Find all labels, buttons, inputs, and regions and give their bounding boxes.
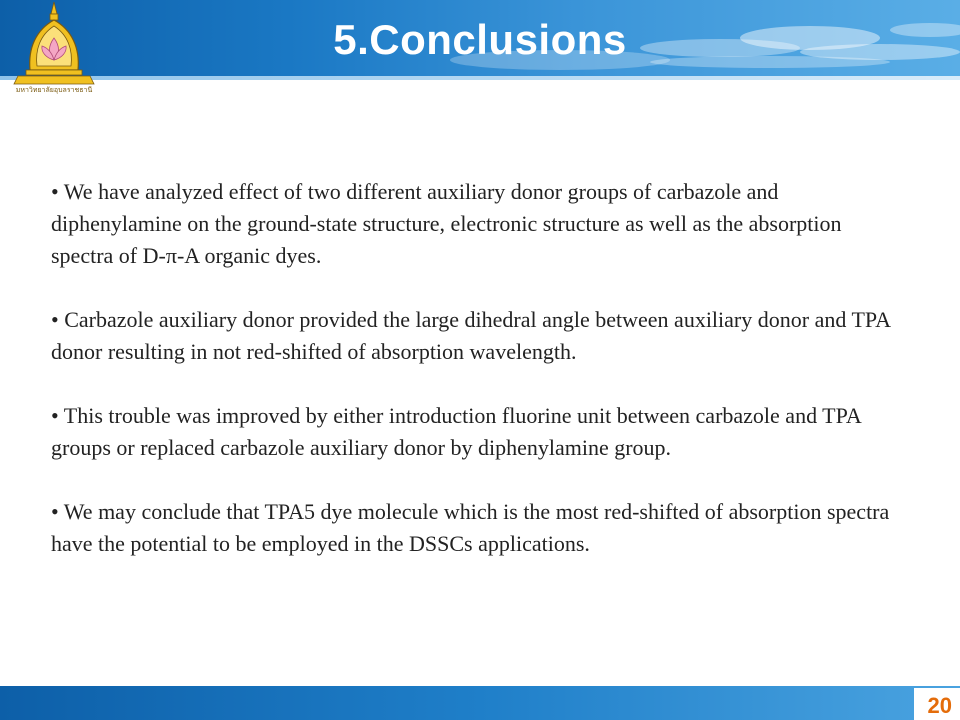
bullet-list	[51, 176, 891, 592]
bullet-item-3: • This trouble was improved by either introduction fluorine unit between carbazole and TPA groups or replaced carbazole auxiliary donor by diphenylamine group.	[51, 403, 861, 460]
footer-bar	[0, 686, 960, 720]
header-edge	[0, 76, 960, 80]
logo-text: มหาวิทยาลัยอุบลราชธานี	[15, 86, 93, 94]
page-number: 20	[927, 693, 952, 718]
bullet-item-2: • Carbazole auxiliary donor provided the large dihedral angle between auxiliary donor and TPA donor resulting in not red-shifted of absorption wavelength.	[51, 307, 890, 364]
bullet-item-4: • We may conclude that TPA5 dye molecule which is the most red-shifted of absorption spectra have the potential to be employed in the DSSCs applications.	[51, 499, 890, 556]
bullet-item-1: • We have analyzed effect of two different auxiliary donor groups of carbazole and diphenylamine on the ground-state structure, electronic structure as well as the absorption spectra of D-π-A organic dyes.	[51, 179, 842, 268]
slide-title: 5.Conclusions	[333, 16, 627, 63]
